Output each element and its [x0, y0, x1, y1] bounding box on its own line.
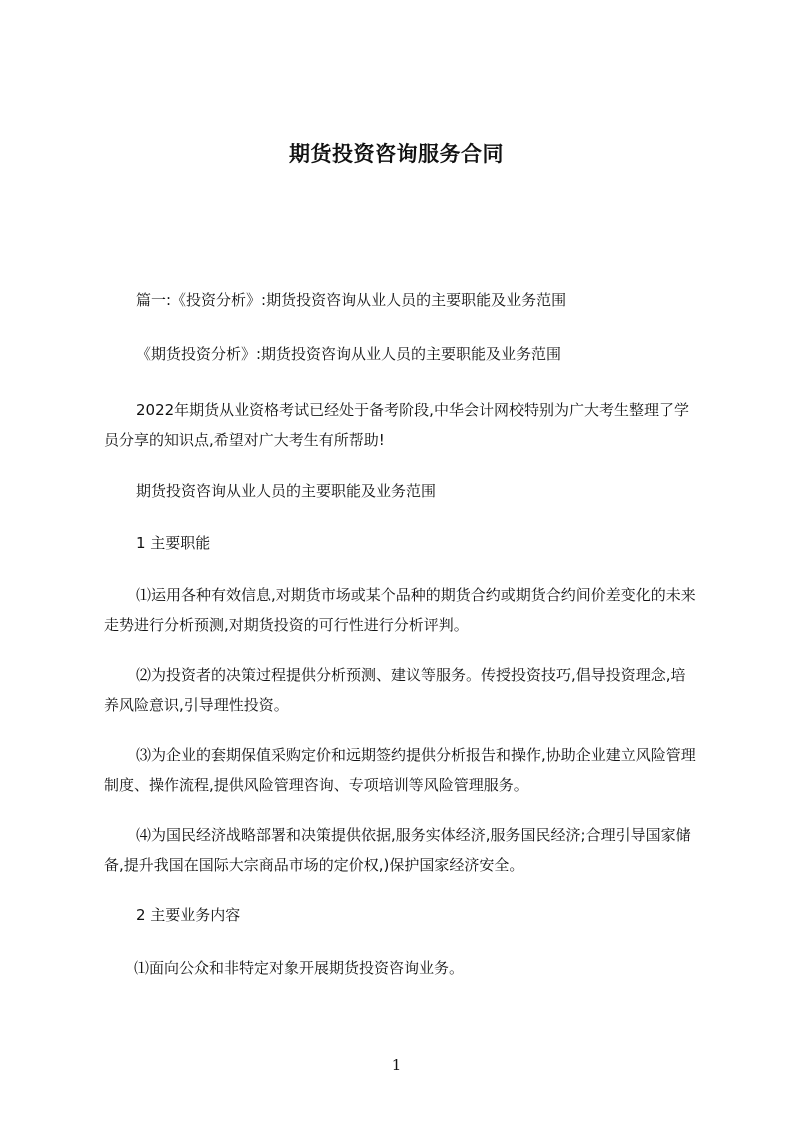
paragraph-section-2: 2 主要业务内容 — [136, 906, 241, 924]
paragraph-item-3: ⑶为企业的套期保值采购定价和远期签约提供分析报告和操作,协助企业建立风险管理制度、操作流程,提供风险管理咨询、专项培训等风险管理服务。 — [104, 746, 696, 794]
page-number: 1 — [391, 1056, 402, 1074]
paragraph-item-2: ⑵为投资者的决策过程提供分析预测、建议等服务。传授投资技巧,倡导投资理念,培养风险意识,引导理性投资。 — [104, 666, 686, 714]
paragraph-item-5: ⑴面向公众和非特定对象开展期货投资咨询业务。 — [134, 959, 465, 977]
paragraph-intro: 2022年期货从业资格考试已经处于备考阶段,中华会计网校特别为广大考生整理了学员分享的知识点,希望对广大考生有所帮助! — [104, 401, 689, 449]
paragraph-item-1: ⑴运用各种有效信息,对期货市场或某个品种的期货合约或期货合约间价差变化的未来走势进行分析预测,对期货投资的可行性进行分析评判。 — [104, 586, 696, 634]
paragraph-subtitle: 《期货投资分析》:期货投资咨询从业人员的主要职能及业务范围 — [136, 345, 562, 363]
document-title: 期货投资咨询服务合同 — [289, 142, 504, 166]
paragraph-section-heading: 篇一:《投资分析》:期货投资咨询从业人员的主要职能及业务范围 — [136, 291, 567, 309]
paragraph-section-1: 1 主要职能 — [136, 534, 211, 552]
paragraph-heading: 期货投资咨询从业人员的主要职能及业务范围 — [136, 482, 437, 500]
paragraph-item-4: ⑷为国民经济战略部署和决策提供依据,服务实体经济,服务国民经济;合理引导国家储备,提升我国在国际大宗商品市场的定价权,)保护国家经济安全。 — [104, 826, 691, 874]
